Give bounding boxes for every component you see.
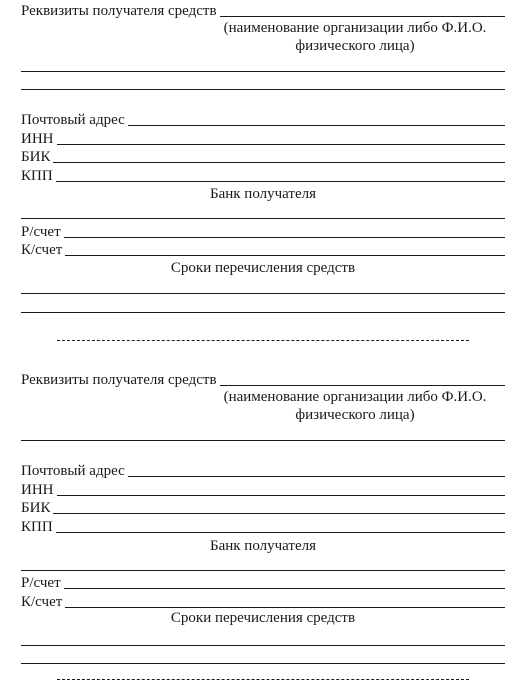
terms-caption: Сроки перечисления средств bbox=[170, 260, 356, 276]
postal-row bbox=[21, 460, 505, 478]
recipient-row bbox=[21, 369, 505, 387]
terms-line-1[interactable] bbox=[21, 645, 505, 646]
recipient-hint-2: физического лица) bbox=[295, 38, 415, 54]
rs-field[interactable] bbox=[64, 588, 505, 589]
kpp-row bbox=[21, 516, 505, 534]
postal-field[interactable] bbox=[128, 125, 505, 126]
bank-field-line[interactable] bbox=[21, 570, 505, 571]
inn-row bbox=[21, 128, 505, 146]
ks-field[interactable] bbox=[65, 255, 505, 256]
cut-separator bbox=[57, 679, 469, 680]
rs-row bbox=[21, 221, 505, 239]
recipient-extra-line-1[interactable] bbox=[21, 440, 505, 441]
bik-label: БИК bbox=[21, 500, 51, 516]
ks-field[interactable] bbox=[65, 607, 505, 608]
bik-row bbox=[21, 146, 505, 164]
inn-label: ИНН bbox=[21, 482, 54, 498]
bik-field[interactable] bbox=[53, 513, 505, 514]
recipient-label: Реквизиты получателя средств bbox=[21, 3, 217, 19]
postal-field[interactable] bbox=[128, 476, 505, 477]
recipient-extra-line-1[interactable] bbox=[21, 71, 505, 72]
recipient-hint-1: (наименование организации либо Ф.И.О. bbox=[223, 389, 487, 405]
bik-row bbox=[21, 497, 505, 515]
recipient-hint-2: физического лица) bbox=[295, 407, 415, 423]
bank-caption: Банк получателя bbox=[209, 186, 317, 202]
terms-caption: Сроки перечисления средств bbox=[170, 610, 356, 626]
ks-label: К/счет bbox=[21, 242, 63, 258]
ks-row bbox=[21, 591, 505, 609]
ks-label: К/счет bbox=[21, 594, 63, 610]
postal-row bbox=[21, 109, 505, 127]
inn-field[interactable] bbox=[57, 144, 506, 145]
postal-label: Почтовый адрес bbox=[21, 463, 125, 479]
bank-caption: Банк получателя bbox=[209, 538, 317, 554]
bik-label: БИК bbox=[21, 149, 51, 165]
inn-field[interactable] bbox=[57, 495, 506, 496]
recipient-label: Реквизиты получателя средств bbox=[21, 372, 217, 388]
kpp-label: КПП bbox=[21, 168, 53, 184]
recipient-hint-1: (наименование организации либо Ф.И.О. bbox=[223, 20, 487, 36]
cut-separator bbox=[57, 340, 469, 341]
rs-label: Р/счет bbox=[21, 224, 61, 240]
bank-field-line[interactable] bbox=[21, 218, 505, 219]
rs-label: Р/счет bbox=[21, 575, 61, 591]
inn-label: ИНН bbox=[21, 131, 54, 147]
terms-line-1[interactable] bbox=[21, 293, 505, 294]
kpp-field[interactable] bbox=[56, 532, 505, 533]
rs-row bbox=[21, 572, 505, 590]
recipient-row bbox=[21, 0, 505, 18]
recipient-extra-line-2[interactable] bbox=[21, 89, 505, 90]
kpp-row bbox=[21, 165, 505, 183]
terms-line-2[interactable] bbox=[21, 312, 505, 313]
postal-label: Почтовый адрес bbox=[21, 112, 125, 128]
recipient-field[interactable] bbox=[220, 385, 505, 386]
ks-row bbox=[21, 239, 505, 257]
kpp-label: КПП bbox=[21, 519, 53, 535]
terms-line-2[interactable] bbox=[21, 663, 505, 664]
rs-field[interactable] bbox=[64, 237, 505, 238]
bik-field[interactable] bbox=[53, 162, 505, 163]
kpp-field[interactable] bbox=[56, 181, 505, 182]
recipient-field[interactable] bbox=[220, 16, 505, 17]
inn-row bbox=[21, 479, 505, 497]
